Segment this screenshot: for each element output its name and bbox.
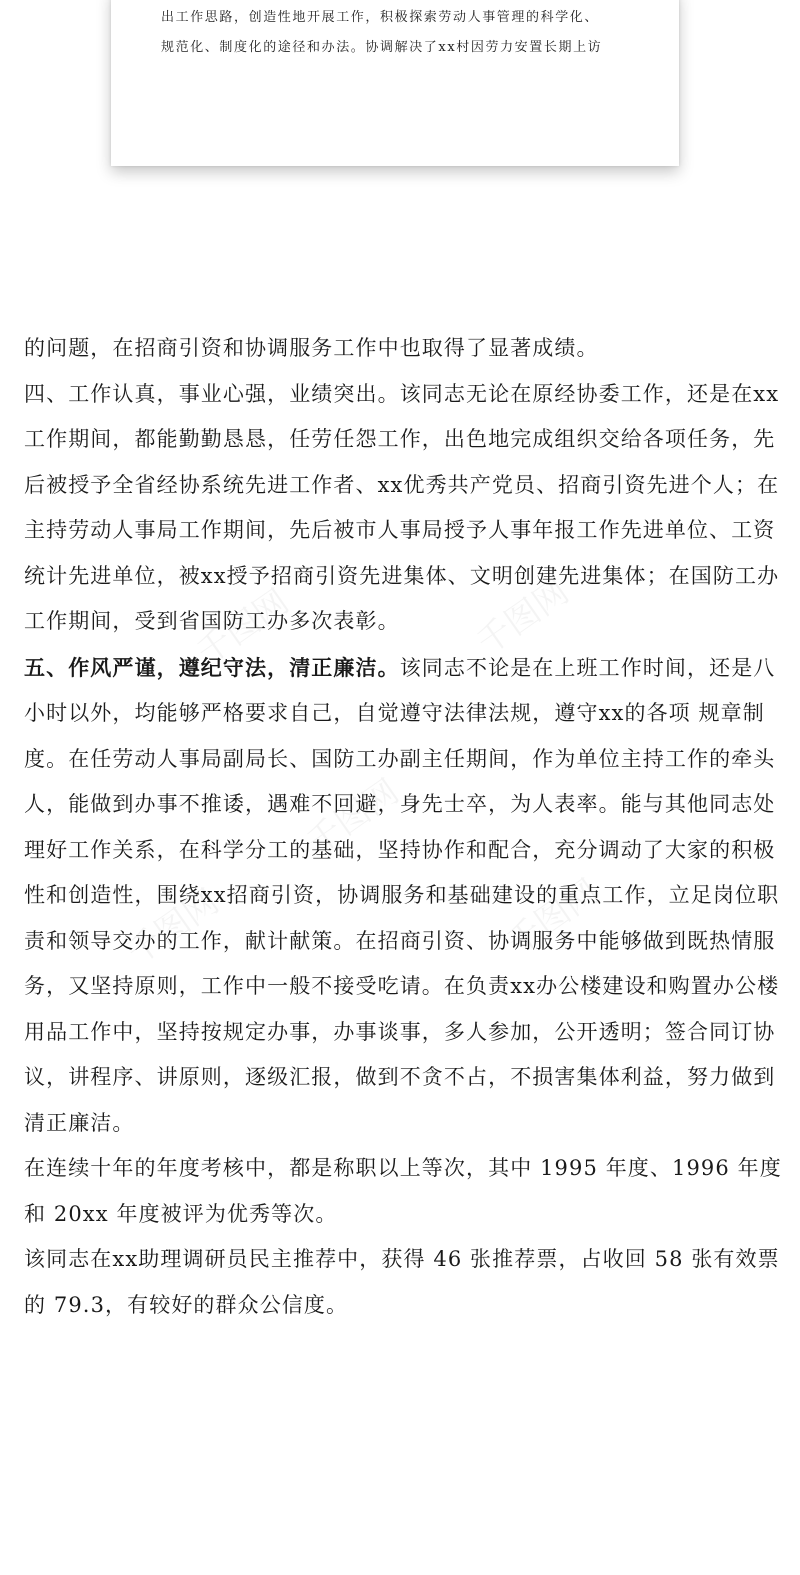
page-preview-card — [111, 0, 679, 166]
section-five-heading: 五、作风严谨，遵纪守法，清正廉洁。 — [24, 654, 400, 680]
document-body — [24, 326, 784, 1328]
paragraph-section-five — [24, 645, 784, 1147]
paragraph-recommendation: 该同志在xx助理调研员民主推荐中，获得 46 张推荐票，占收回 58 张有效票的 79.3，有较好的群众公信度。 — [24, 1247, 780, 1317]
preview-line-2: 规范化、制度化的途径和办法。协调解决了xx村因劳力安置长期上访 — [161, 40, 603, 55]
section-five-text: 该同志不论是在上班工作时间，还是八小时以外，均能够严格要求自己，自觉遵守法律法规，遵守xx的各项 规章制度。在任劳动人事局副局长、国防工办副主任期间，作为单位主持工作的牵头人，能做到办事不推诿，遇难不回避，身先士卒，为人表率。能与其他同志处理好工作关系，在科学分工的基础，坚持协作和配合，充分调动了大家的积极性和创造性，围绕xx招商引资，协调服务和基础建设的重点工作，立足岗位职责和领导交办的工作，献计献策。在招商引资、协调服务中能够做到既热情服务，又坚持原则，工作中一般不接受吃请。在负责xx办公楼建设和购置办公楼用品工作中，坚持按规定办事，办事谈事，多人参加，公开透明；签合同订协议，讲程序、讲原则，逐级汇报，做到不贪不占，不损害集体利益，努力做到清正廉洁。 — [24, 655, 780, 1135]
paragraph-section-four: 四、工作认真，事业心强，业绩突出。该同志无论在原经协委工作，还是在xx工作期间，都能勤勤恳恳，任劳任怨工作，出色地完成组织交给各项任务，先后被授予全省经协系统先进工作者、xx优秀共产党员、招商引资先进个人；在主持劳动人事局工作期间，先后被市人事局授予人事年报工作先进单位、工资统计先进单位，被xx授予招商引资先进集体、文明创建先进集体；在国防工办工作期间，受到省国防工办多次表彰。 — [24, 381, 780, 633]
paragraph-continuation: 的问题，在招商引资和协调服务工作中也取得了显著成绩。 — [24, 336, 599, 360]
preview-line-1: 出工作思路，创造性地开展工作，积极探索劳动人事管理的科学化、 — [161, 10, 600, 25]
paragraph-annual-review: 在连续十年的年度考核中，都是称职以上等次，其中 1995 年度、1996 年度和 20xx 年度被评为优秀等次。 — [24, 1156, 782, 1226]
